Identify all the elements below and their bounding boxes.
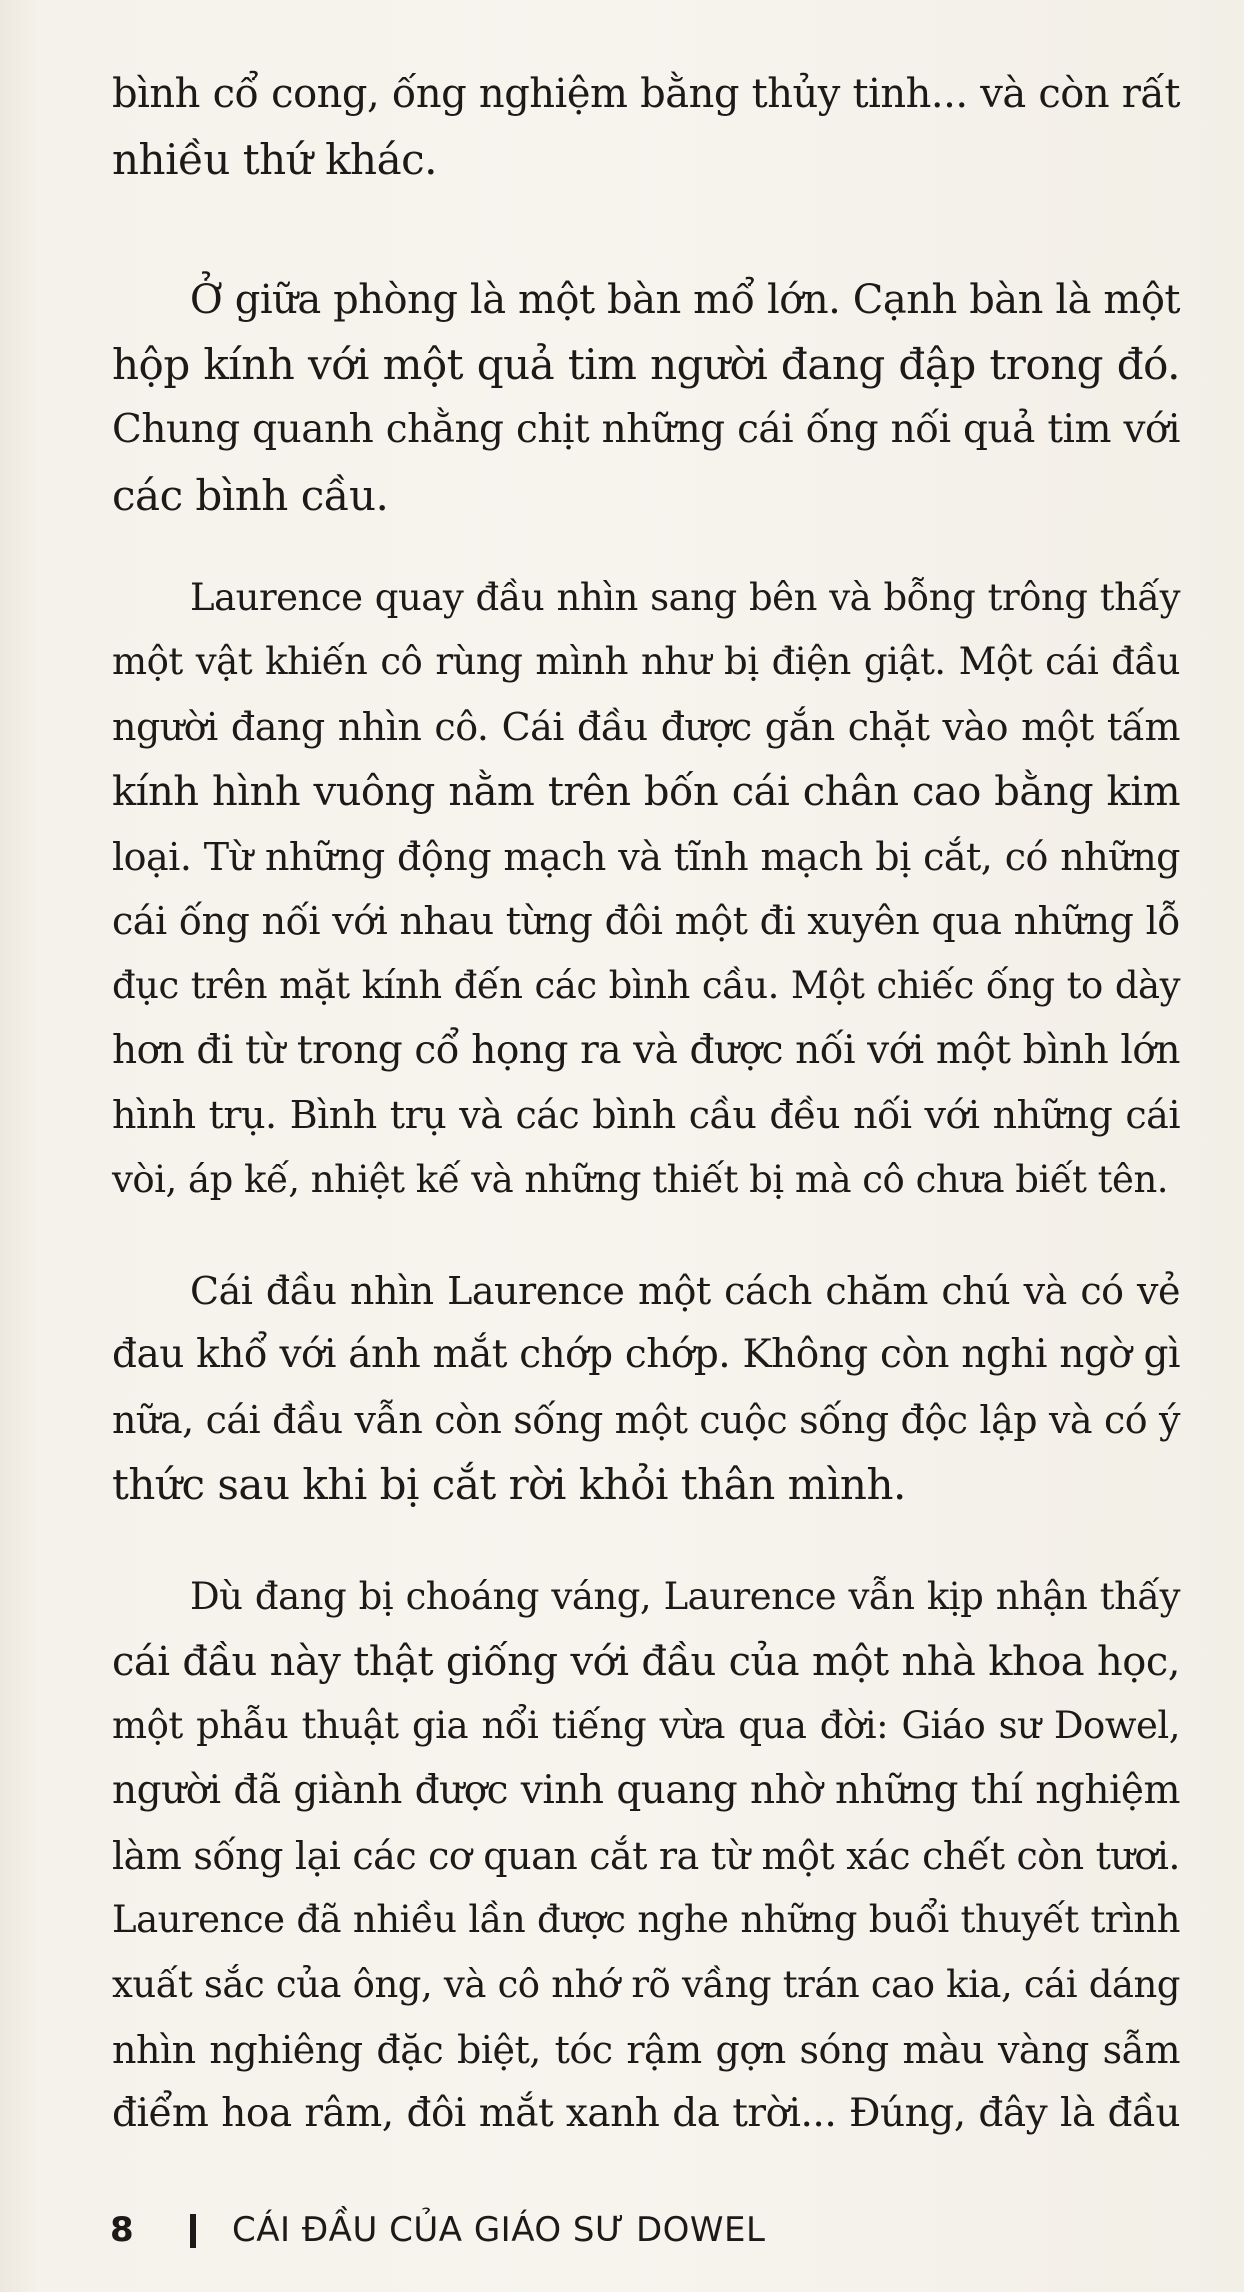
text-line: Cái đầu nhìn Laurence một cách chăm chú và có vẻ: [190, 1269, 1180, 1313]
text-line: nhiều thứ khác.: [112, 135, 438, 184]
running-title: CÁI ĐẦU CỦA GIÁO SƯ DOWEL: [232, 2210, 766, 2250]
text-line: đau khổ với ánh mắt chớp chớp. Không còn nghi ngờ gì: [112, 1332, 1180, 1377]
text-line: hộp kính với một quả tim người đang đập trong đó.: [112, 340, 1180, 389]
text-line: hơn đi từ trong cổ họng ra và được nối với một bình lớn: [112, 1028, 1180, 1073]
text-line: Laurence đã nhiều lần được nghe những buổi thuyết trình: [112, 1898, 1180, 1941]
text-line: thức sau khi bị cắt rời khỏi thân mình.: [112, 1460, 906, 1509]
footer-divider: [190, 2214, 196, 2248]
text-line: bình cổ cong, ống nghiệm bằng thủy tinh... và còn rất: [112, 71, 1180, 117]
text-line: vòi, áp kế, nhiệt kế và những thiết bị mà cô chưa biết tên.: [112, 1158, 1169, 1201]
text-line: Laurence quay đầu nhìn sang bên và bỗng trông thấy: [190, 576, 1180, 619]
page-number: 8: [110, 2210, 134, 2250]
text-line: Dù đang bị choáng váng, Laurence vẫn kịp nhận thấy: [190, 1575, 1180, 1618]
text-line: một vật khiến cô rùng mình như bị điện giật. Một cái đầu: [112, 640, 1180, 683]
text-line: người đang nhìn cô. Cái đầu được gắn chặt vào một tấm: [112, 705, 1180, 749]
text-line: một phẫu thuật gia nổi tiếng vừa qua đời: Giáo sư Dowel,: [112, 1704, 1180, 1747]
text-line: điểm hoa râm, đôi mắt xanh da trời... Đúng, đây là đầu: [112, 2091, 1180, 2136]
text-line: cái ống nối với nhau từng đôi một đi xuyên qua những lỗ: [112, 899, 1180, 943]
text-line: Chung quanh chằng chịt những cái ống nối quả tim với: [112, 407, 1180, 452]
text-line: nhìn nghiêng đặc biệt, tóc rậm gợn sóng màu vàng sẫm: [112, 2028, 1180, 2072]
text-line: xuất sắc của ông, và cô nhớ rõ vầng trán cao kia, cái dáng: [112, 1963, 1180, 2006]
text-line: làm sống lại các cơ quan cắt ra từ một xác chết còn tươi.: [112, 1834, 1180, 1878]
page-footer: [0, 2200, 1244, 2260]
text-line: người đã giành được vinh quang nhờ những thí nghiệm: [112, 1768, 1180, 1813]
text-line: đục trên mặt kính đến các bình cầu. Một chiếc ống to dày: [112, 964, 1180, 1007]
text-line: các bình cầu.: [112, 471, 389, 520]
text-line: kính hình vuông nằm trên bốn cái chân cao bằng kim: [112, 769, 1180, 815]
text-line: nữa, cái đầu vẫn còn sống một cuộc sống độc lập và có ý: [112, 1398, 1180, 1442]
text-line: hình trụ. Bình trụ và các bình cầu đều nối với những cái: [112, 1093, 1180, 1137]
text-line: cái đầu này thật giống với đầu của một nhà khoa học,: [112, 1639, 1180, 1685]
text-line: Ở giữa phòng là một bàn mổ lớn. Cạnh bàn là một: [190, 277, 1180, 323]
text-line: loại. Từ những động mạch và tĩnh mạch bị cắt, có những: [112, 835, 1180, 879]
